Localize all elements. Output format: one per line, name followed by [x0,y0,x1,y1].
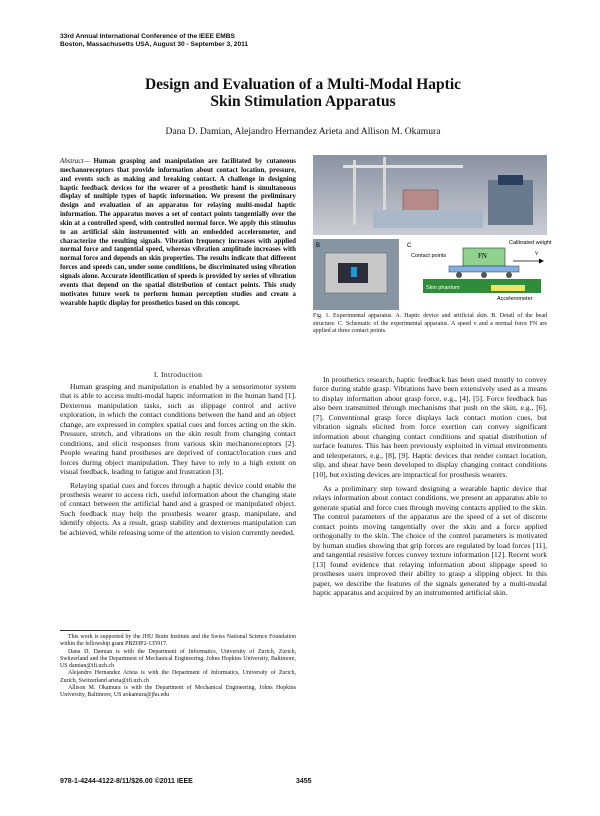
paragraph: Human grasping and manipulation is enabled by a sensorimotor system that is able to access multi-modal haptic information in the human hand [1]. Dexterous manipulation tasks, such as slippage control and active exploration, in which the contact conditions between the hand and an object change, are expressed in complex spatial cues and forces acting on the skin. Pressure, stretch, and vibrations on the skin result from changing contact conditions, and elicit responses from various skin mechanoreceptors [2]. People wearing hand prostheses are deprived of contact/location cues and forces during object manipulation. They have to rely to a high extent on visual feedback, leading to fatigue and frustration [3]. [60,382,296,477]
page-number: 3455 [296,778,312,785]
paragraph: Relaying spatial cues and forces through a haptic device could enable the prosthesis wearer to access rich, useful information about the changing state of contact between the artificial hand and a grasped or manipulated object. Such feedback may help the prosthesis wearer grasp, manipulate, and identify objects. As a result, grasp stability and dexterous manipulation can be achieved, while releasing some of the attention to vision currently needed. [60,480,296,537]
contact-point [506,272,512,278]
paragraph: As a preliminary step toward designing a wearable haptic device that relays information about contact conditions, we present an apparatus able to generate spatial and force cues through moving contacts applied to the skin. The control parameters of the apparatus are the speed of a set of discrete contact points moving tangentially over the skin and a force applied orthogonally to the skin. The choice of the control parameters is motivated by human studies showing that grip forces are regulated by load forces [11], and tangential resistive forces convey texture information [12]. Recent work [13] found evidence that relaying information about slippage speed to prostheses users improved their ability to grasp a slipping object. In this paper, we describe the features of the signals generated by a multi-modal haptic apparatus and acquired by an instrumented artificial skin. [313,483,547,597]
abstract [60,158,296,308]
section-heading: I. Introduction [153,370,203,379]
figure-caption: Fig. 1. Experimental apparatus. A. Haptic device and artificial skin. B. Detail of the bead structure. C. Schematic of the experimental apparatus. A speed v and a normal force FN are applied at three contact points. [313,313,547,334]
left-column-body [60,382,296,541]
velocity-label: v [535,249,539,257]
footnote: Allison M. Okamura is with the Department of Mechanical Engineering, Johns Hopkins University, Baltimore, US aokamura@jhu.edu [60,685,296,699]
conference-line-1: 33rd Annual International Conference of the IEEE EMBS [60,33,235,40]
conference-header [60,33,248,49]
force-label: FN [478,252,487,260]
abstract-label: Abstract— [60,158,90,165]
footnote: Alejandro Hernandez Arieta is with the Department of Informatics, University of Zurich, Zurich, Switzerland arieta@ifi.uzh.ch [60,670,296,684]
footnote: This work is supported by the JHU Brain Institute and the Swiss National Science Foundation within the fellowship grant PBZHP2-135917. [60,634,296,648]
contact-points-label: Contact points [411,253,447,259]
title-line-2: Skin Stimulation Apparatus [210,93,396,110]
contact-point [456,272,462,278]
authors: Dana D. Damian, Alejandro Hernandez Arieta and Allison M. Okamura [165,126,441,137]
figure-1 [313,155,552,310]
title-line-1: Design and Evaluation of a Multi-Modal Haptic [144,76,462,93]
skin-phantom-label: Skin phantom [426,285,460,291]
abstract-text: Human grasping and manipulation are facilitated by cutaneous mechanoreceptors that provide information about contact location, pressure, and events such as making and breaking contact. A challenge in designing haptic feedback devices for the wearer of a prosthetic hand is simultaneous display of multiple types of haptic information. We present the preliminary design and evaluation of an apparatus for relaying multi-modal haptic information. The apparatus moves a set of contact points tangentially over the skin at a controlled speed, with controlled normal force. We apply this stimulus to an artificial skin instrumented with an embedded accelerometer, and characterize the resulting signals. Vibration frequency increases with applied normal force and tangential speed, whereas vibration amplitude increases with normal force and depends on skin properties. The results indicate that different forces and speeds can, under some conditions, be discriminated using vibration signals alone. Accurate identification of speeds is provided by series of vibration events that depend on the spatial distribution of contact points. This study motivates future work to perform human perception studies and create a wearable haptic display for prosthetics based on this concept. [60,158,296,307]
calibrated-weight-label: Calibrated weight [509,240,552,246]
paragraph: In prosthetics research, haptic feedback has been used mostly to convey force during stable grasp. Vibrations have been extensively used as a means to display information about grasp force, e.g., [4], [5]. Force feedback has also been transmitted through mechanisms that push on the skin, e.g., [6], [7]. Conventional grasp force displays lack contact motion cues, but vibration signals elicited from force exertion can convey significant information about changing contact conditions and spatial distribution of surface features. This has been previously exploited in virtual environments and teleoperators, e.g., [8], [9]. Haptic devices that render contact location, slip, and shear have been developed to display changing contact conditions [10], but existing devices are impractical for prosthesis wearers. [313,375,547,479]
paper-title [60,76,546,110]
label-b: B [316,243,321,249]
footnote-rule [60,630,130,631]
figure-1-graphic [313,155,552,310]
conference-line-2: Boston, Massachusetts USA, August 30 - September 3, 2011 [60,41,249,48]
isbn-footer: 978-1-4244-4122-8/11/$26.00 ©2011 IEEE [60,778,193,785]
right-column-body [313,375,547,602]
label-c: C [407,243,412,249]
contact-point [481,272,487,278]
footnotes [60,634,296,700]
accelerometer-label: Accelerometer [497,296,533,302]
footnote: Dana D. Damian is with the Department of Informatics, University of Zurich, Zurich, Switzerland and the Department of Mechanical Engineering, Johns Hopkins University, Baltimore, US damian@ifi.uzh.ch [60,648,296,670]
